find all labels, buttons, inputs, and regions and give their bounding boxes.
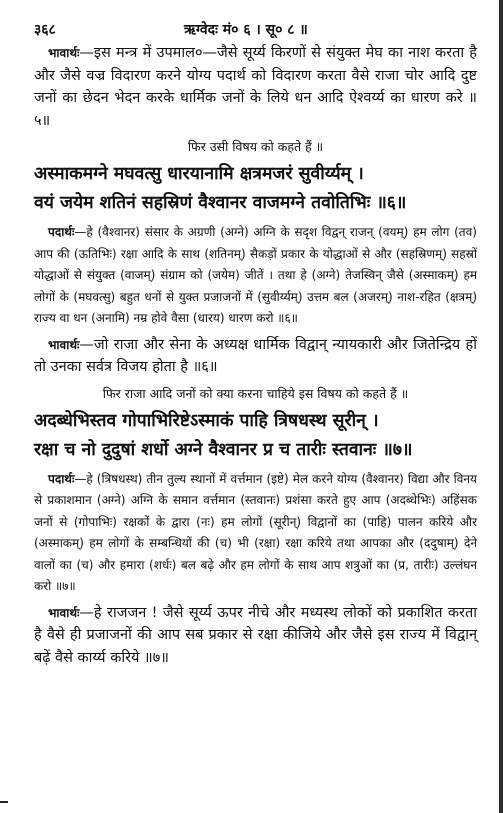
- bhavartha-paragraph: [34, 334, 477, 379]
- padartha-text: —हे (वैश्वानर) संसार के अग्रणी (अग्ने) अग्नि के सदृश विद्वन् राजन् (वयम्) हम लोग (तव) आप की (ऊतिभिः) रक्षा आदि के साथ (शतिनम्) सैकड़ों प्रकार के योद्धाओं से और (सहस्रिणम्) सहस्रों योद्धाओं से संयुक्त (वाजम्) संग्राम को (जयेम) जीतें । तथा हे (अग्ने) तेजस्विन् जैसे (अस्माकम्) हम लोगों के (मघवत्सु) बहुत धनों से युक्त प्रजाजनों में (सुवीर्य्यम्) उत्तम बल (अजरम्) नाश-रहित (क्षत्रम्) राज्य वा धन (अनामि) नम्र होवे वैसा (धारय) धारण करो ॥६॥: [34, 225, 477, 325]
- bhavartha-label: भावार्थः: [48, 337, 80, 352]
- bhavartha-label: भावार्थः: [48, 46, 80, 60]
- verse-line: अदब्धेभिस्तव गोपाभिरिष्टेऽस्माकं पाहि त्रिषधस्थ सूरीन् ।: [34, 410, 379, 431]
- padartha-label: पदार्थः: [48, 471, 75, 486]
- page-header: [34, 14, 477, 42]
- bhavartha-text: —इस मन्त्र में उपमाल०—जैसे सूर्य्य किरणों से संयुक्त मेघ का नाश करता है और जैसे वज्र विदारण करने योग्य पदार्थ को विदारण करता वैसे राजा चोर आदि दुष्ट जनों का छेदन भेदन करके धार्मिक जनों के लिये धन आदि ऐश्वर्य्य का धारण करे ॥५॥: [34, 45, 477, 129]
- bhavartha-paragraph: [34, 42, 477, 132]
- bhavartha-paragraph: [34, 602, 477, 670]
- verse-line: रक्षा च नो दुदुषां शर्धो अग्ने वैश्वानर प्र च तारीः स्तवानः ॥७॥: [34, 439, 413, 460]
- padartha-paragraph: [34, 469, 477, 598]
- scan-edge-shadow: [499, 0, 503, 813]
- section-intro: फिर राजा आदि जनों को क्या करना चाहिये इस विषय को कहते हैं ॥: [102, 385, 409, 401]
- verse-line: वयं जयेम शतिनं सहस्रिणं वैश्वानर वाजमग्ने तवोतिभिः ॥६॥: [34, 193, 407, 213]
- page-edge-mark: [0, 801, 8, 803]
- bhavartha-text: —हे राजजन ! जैसे सूर्य्य ऊपर नीचे और मध्यस्थ लोकों को प्रकाशित करता है वैसे ही प्रजाजनों की आप सब प्रकार से रक्षा कीजिये और जैसे इस राज्य में विद्वान् बढ़ें वैसे कार्य्य करिये ॥७॥: [34, 604, 477, 666]
- running-title: ऋग्वेदः मं० ६ । सू० ८ ॥: [184, 22, 308, 38]
- padartha-label: पदार्थः: [48, 225, 75, 239]
- bhavartha-text: —जो राजा और सेना के अध्यक्ष धार्मिक विद्वान् न्यायकारी और जितेन्द्रिय हों तो उनका सर्वत्र विजय होता है ॥६॥: [34, 336, 477, 375]
- page-number: ३६८: [34, 22, 56, 38]
- padartha-text: —हे (त्रिषधस्थ) तीन तुल्य स्थानों में वर्त्तमान (इष्टे) मेल करने योग्य (वैश्वानर) विद्या और विनय से प्रकाशमान (अग्ने) अग्नि के समान वर्त्तमान (स्तवानः) प्रशंसा करते हुए आप (अदब्धेभिः) अहिंसक जनों से (गोपाभिः) रक्षकों के द्वारा (नः) हम लोगों (सूरीन्) विद्वानों का (पाहि) पालन करिये और (अस्माकम्) हम लोगों के सम्बन्धियों की (च) भी (रक्षा) रक्षा करिये तथा आपका और (ददुषाम्) देने वालों का (च) और हमारा (शर्धः) बल बढ़े और हम लोगों के साथ आप शत्रुओं का (प्र, तारीः) उल्लंघन करो ॥७॥: [34, 471, 477, 593]
- padartha-paragraph: [34, 222, 477, 330]
- verse-line: अस्माकमग्ने मघवत्सु धारयानामि क्षत्रमजरं सुवीर्य्यम् ।: [34, 164, 364, 184]
- bhavartha-label: भावार्थः: [48, 605, 80, 620]
- section-intro: फिर उसी विषय को कहते हैं ॥: [187, 139, 324, 154]
